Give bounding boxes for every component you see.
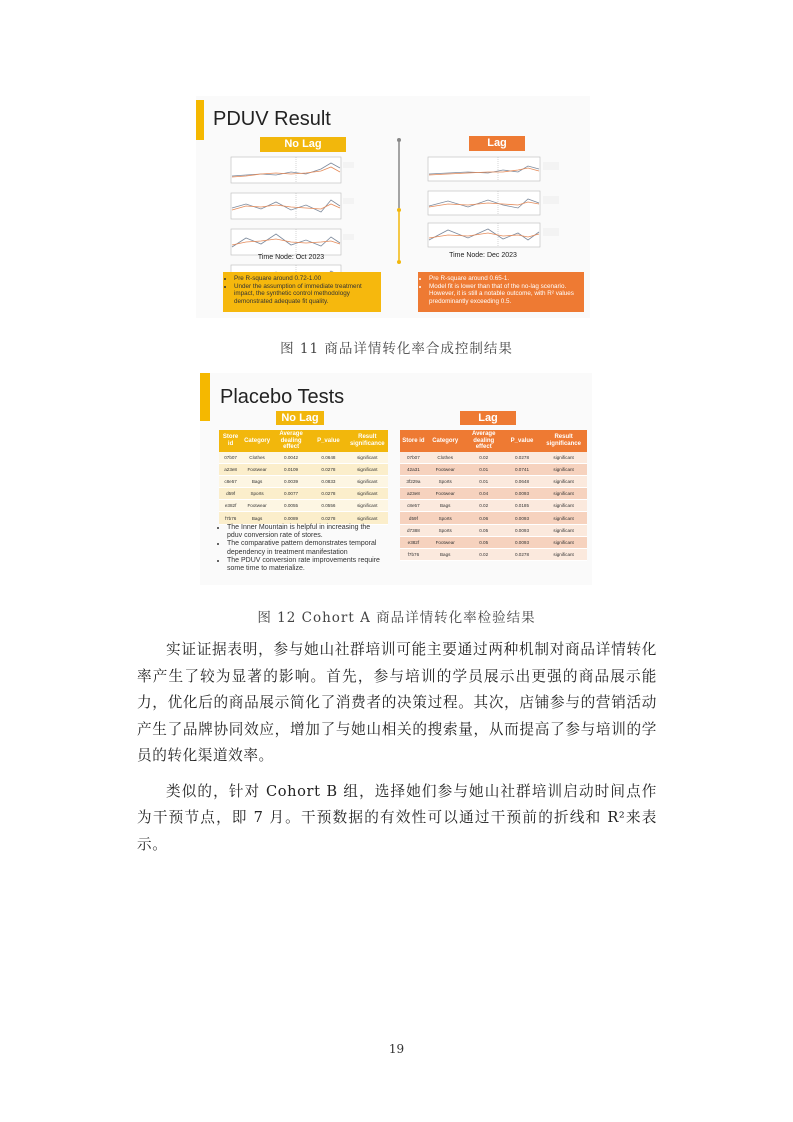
lag-notes <box>418 272 584 312</box>
cell-p-value: 0.0741 <box>504 463 540 475</box>
cell-category: Footwear <box>242 463 272 475</box>
cell-category: Footwear <box>427 536 464 548</box>
cell-p-value: 0.0278 <box>310 463 346 475</box>
cell-result: significant <box>540 500 587 512</box>
cell-category: Clothes <box>242 452 272 464</box>
no-lag-plot-1 <box>226 154 356 190</box>
lag-table-header <box>400 430 587 452</box>
cell-avg-effect: 0.05 <box>464 524 504 536</box>
cell-store-id: e382f <box>400 536 427 548</box>
no-lag-note-1: • Pre R-square around 0.72-1.00 <box>234 275 377 283</box>
cell-store-id: a23e8 <box>219 463 242 475</box>
cell-avg-effect: 0.01 <box>464 475 504 487</box>
lag-table <box>400 430 587 561</box>
cell-store-id: d59f <box>219 488 242 500</box>
cell-avg-effect: 0.01 <box>464 463 504 475</box>
figure-11-caption: 图 11 商品详情转化率合成控制结果 <box>280 341 513 357</box>
cell-category: Bags <box>242 475 272 487</box>
cell-p-value: 0.0648 <box>310 452 346 464</box>
cell-category: Sports <box>242 488 272 500</box>
cell-p-value: 0.0648 <box>504 475 540 487</box>
page-number: 19 <box>388 1042 405 1056</box>
cell-avg-effect: 0.0089 <box>272 512 310 524</box>
cell-p-value: 0.0833 <box>310 475 346 487</box>
no-lag-table-header <box>219 430 388 452</box>
cell-p-value: 0.0278 <box>504 452 540 464</box>
table-row <box>219 475 388 487</box>
lag-plot-3 <box>423 220 563 254</box>
cell-store-id: a23e8 <box>400 488 427 500</box>
paragraph-1: 实证证据表明，参与她山社群培训可能主要通过两种机制对商品详情转化率产生了较为显著的影响。首先，参与培训的学员展示出更强的商品展示能力，优化后的商品展示简化了消费者的决策过程。其次，店铺参与的营销活动产生了品牌协同效应，增加了与她山相关的搜索量，从而提高了参与培训的学员的转化渠道效率。 <box>137 641 657 764</box>
no-lag-plot-2 <box>226 190 356 226</box>
cell-p-value: 0.0093 <box>504 512 540 524</box>
cell-category: Bags <box>427 549 464 561</box>
cell-result: significant <box>540 549 587 561</box>
figure-12-caption: 图 12 Cohort A 商品详情转化率检验结果 <box>257 610 536 626</box>
cell-result: significant <box>540 512 587 524</box>
cell-avg-effect: 0.02 <box>464 500 504 512</box>
table-row <box>219 452 388 464</box>
cell-category: Footwear <box>427 463 464 475</box>
col-store-id: Store id <box>219 430 242 452</box>
cell-category: Sports <box>427 475 464 487</box>
table-row <box>400 452 587 464</box>
cell-avg-effect: 0.0055 <box>272 500 310 512</box>
cell-result: significant <box>347 500 388 512</box>
cell-category: Clothes <box>427 452 464 464</box>
cell-avg-effect: 0.0039 <box>272 475 310 487</box>
placebo-notes <box>220 524 382 573</box>
table-row <box>400 500 587 512</box>
no-lag-label: No Lag <box>276 411 324 425</box>
cell-avg-effect: 0.05 <box>464 536 504 548</box>
table-row <box>400 488 587 500</box>
cell-result: significant <box>540 463 587 475</box>
cell-store-id: 3f229a <box>400 475 427 487</box>
cell-result: significant <box>540 524 587 536</box>
cell-store-id: 07b07 <box>400 452 427 464</box>
cell-store-id: f7b76 <box>400 549 427 561</box>
cell-avg-effect: 0.0042 <box>272 452 310 464</box>
figure-12-title: Placebo Tests <box>220 386 345 408</box>
cell-category: Sports <box>427 524 464 536</box>
cell-avg-effect: 0.04 <box>464 488 504 500</box>
table-row <box>219 463 388 475</box>
placebo-note-1: • The Inner Mountain is helpful in increasing the pduv conversion rate of stores. <box>227 524 382 540</box>
cell-p-value: 0.0185 <box>504 500 540 512</box>
cell-p-value: 0.0093 <box>504 536 540 548</box>
col-store-id: Store id <box>400 430 427 452</box>
cell-p-value: 0.0093 <box>504 488 540 500</box>
cell-p-value: 0.0278 <box>310 512 346 524</box>
cell-store-id: c8e57 <box>400 500 427 512</box>
title-accent-bar <box>196 100 204 140</box>
cell-p-value: 0.0278 <box>504 549 540 561</box>
cell-store-id: d7388 <box>400 524 427 536</box>
cell-p-value: 0.0093 <box>504 524 540 536</box>
lag-plot-2 <box>423 188 563 222</box>
col-category: Category <box>427 430 464 452</box>
lag-note-2: • Model fit is lower than that of the no-lag scenario. However, it is still a notable outcome, with R² values predominantly exceeding 0.5. <box>429 283 580 306</box>
figure-11-title: PDUV Result <box>213 108 331 130</box>
cell-avg-effect: 0.0109 <box>272 463 310 475</box>
cell-result: significant <box>347 463 388 475</box>
cell-p-value: 0.0556 <box>310 500 346 512</box>
cell-result: significant <box>347 452 388 464</box>
no-lag-table <box>219 430 388 525</box>
placebo-note-3: • The PDUV conversion rate improvements require some time to materialize. <box>227 557 382 573</box>
no-lag-note-2: • Under the assumption of immediate treatment impact, the synthetic control methodology demonstrated adequate fit quality. <box>234 283 377 306</box>
cell-store-id: 42a31 <box>400 463 427 475</box>
no-lag-notes <box>223 272 381 312</box>
col-avg-effect: Average dealing effect <box>272 430 310 452</box>
cell-result: significant <box>540 475 587 487</box>
cell-avg-effect: 0.02 <box>464 452 504 464</box>
cell-store-id: e382f <box>219 500 242 512</box>
table-row <box>400 475 587 487</box>
title-accent-bar <box>200 373 210 421</box>
cell-result: significant <box>540 452 587 464</box>
placebo-note-2: • The comparative pattern demonstrates temporal dependency in treatment manifestation <box>227 540 382 556</box>
cell-category: Sports <box>427 512 464 524</box>
table-row <box>400 549 587 561</box>
lag-plot-1 <box>423 154 563 188</box>
cell-result: significant <box>347 512 388 524</box>
cell-result: significant <box>347 475 388 487</box>
col-result: Result significance <box>540 430 587 452</box>
col-category: Category <box>242 430 272 452</box>
col-avg-effect: Average dealing effect <box>464 430 504 452</box>
cell-category: Footwear <box>242 500 272 512</box>
cell-category: Footwear <box>427 488 464 500</box>
col-p-value: P_value <box>504 430 540 452</box>
table-row <box>219 500 388 512</box>
cell-avg-effect: 0.02 <box>464 549 504 561</box>
figure-11 <box>196 96 590 318</box>
no-lag-time-node: Time Node: Oct 2023 <box>257 254 325 261</box>
lag-time-node: Time Node: Dec 2023 <box>449 252 517 259</box>
table-row <box>400 536 587 548</box>
cell-result: significant <box>540 488 587 500</box>
panel-divider <box>392 136 406 266</box>
cell-p-value: 0.0278 <box>310 488 346 500</box>
col-result: Result significance <box>347 430 388 452</box>
table-row <box>400 512 587 524</box>
lag-label: Lag <box>469 136 525 151</box>
lag-label: Lag <box>460 411 516 425</box>
lag-note-1: • Pre R-square around 0.65-1. <box>429 275 580 283</box>
cell-result: significant <box>347 488 388 500</box>
cell-store-id: c8e57 <box>219 475 242 487</box>
col-p-value: P_value <box>310 430 346 452</box>
cell-store-id: d59f <box>400 512 427 524</box>
cell-category: Bags <box>427 500 464 512</box>
cell-result: significant <box>540 536 587 548</box>
cell-store-id: f7b76 <box>219 512 242 524</box>
cell-avg-effect: 0.06 <box>464 512 504 524</box>
paragraph-2: 类似的，针对 Cohort B 组，选择她们参与她山社群培训启动时间点作为干预节点，即 7 月。干预数据的有效性可以通过干预前的折线和 R²来表示。 <box>137 782 657 853</box>
body-text <box>137 637 657 858</box>
figure-12 <box>200 373 592 585</box>
table-row <box>219 512 388 524</box>
table-row <box>400 463 587 475</box>
cell-category: Bags <box>242 512 272 524</box>
table-row <box>219 488 388 500</box>
cell-store-id: 07b07 <box>219 452 242 464</box>
no-lag-label: No Lag <box>260 137 346 152</box>
table-row <box>400 524 587 536</box>
cell-avg-effect: 0.0077 <box>272 488 310 500</box>
